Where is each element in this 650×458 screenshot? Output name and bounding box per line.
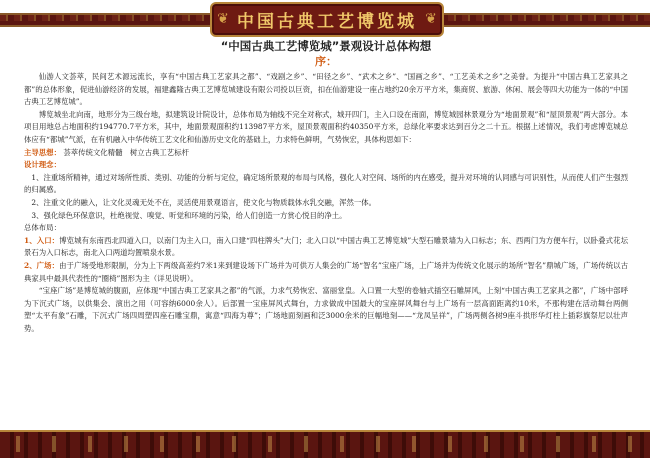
square-detail-paragraph: “宝座广场”是博览城的腹面，应体现“中国古典工艺家具之都”的气派，力求气势恢宏、富丽堂皇。入口置一大型的卷轴式插空石雕屏风，上刻“中国古典工艺家具之都”，广场中部呼为下沉式广场，以供集会、演出之用（可容纳6000余人）。后部置一宝座屏风式舞台，力求做成中国最大的宝座屏风舞台与上广场有一层高面距离约10米，不那构建在活动舞台两侧塑“太平有象”石雕，下沉式广场四周塑四座石雕宝鼎，寓意“四海为尊”；广场地面刻画和泛3000余米的巨幅地刻——“龙凤呈祥”，广场两侧各树9座斗拱形华灯柱上插彩旗祭尼以壮声势。: [24, 286, 628, 333]
square-paragraph: [24, 260, 628, 285]
principle-item-1: 1、注重场所精神，通过对场所性质、类别、功能的分析与定位，确定场所景观的布局与风格，强化人对空间、场所的内在感受，提升对环境的认同感与可识别性，从而使人们产生强烈的归属感。: [24, 172, 628, 195]
entrance-label: 1、入口：: [24, 235, 60, 245]
title-banner: [210, 2, 444, 37]
footer-decor-pattern: [0, 436, 650, 452]
theme-label: 主导思想：: [24, 147, 61, 157]
scroll-ornament-icon: ❦: [425, 11, 437, 27]
design-principle-label: 设计理念：: [24, 160, 61, 170]
principle-item-3: 3、强化绿色环保意识，杜绝视觉、嗅觉、听觉和环境的污染，给人们创造一方赏心悦目的净土。: [31, 210, 347, 220]
entrance-paragraph: [24, 235, 628, 260]
entrance-text: 博览城有东南西北四道入口，以南门为主入口，南入口建“四柱牌头”大门；北入口以“中国古典工艺博览城”大型石雕景墙为入口标志；东、西两门为方便车行，以卧叠式花坛景石为入口标志，南北入口两道均置喷泉水景。: [24, 235, 628, 258]
preface-heading: 序：: [315, 55, 337, 68]
square-text: 由于广场受地形限制，分为上下两级高差约7米1来到建设场下广场并为可供万人集会的广场“智名”宝座广场，上广场并为传统文化展示的场所“智名”鼎城广场，广场传统以古典家具中最具代表性的“圈椅”图形为主（详见说明）。: [24, 260, 628, 283]
document-body: [24, 38, 628, 428]
layout-heading: 总体布局：: [24, 223, 61, 233]
footer-band: [0, 430, 650, 458]
theme-line: [24, 147, 628, 160]
banner-title: 中国古典工艺博览城: [237, 12, 417, 32]
square-label: 2、广场：: [24, 260, 60, 270]
theme-text: 荟萃传统文化精髓 树立古典工艺标杆: [63, 147, 189, 157]
design-principle-line: [24, 159, 628, 172]
document-title: “中国古典工艺博览城”景观设计总体构想: [220, 39, 432, 53]
principle-item-2: 2、注重文化的融入，让文化灵魂无处不在，灵活使用景观语言，使文化与物质载体水乳交融，浑然一体。: [31, 197, 377, 207]
scroll-ornament-icon: ❦: [217, 11, 229, 27]
preface-paragraph-2: 博览城坐北向南，地形分为三级台地，拟建筑设计院设计，总体布局为轴线不完全对称式，城开四门，主入口设在南面，博览城园林景观分为“地面景观”和“屋顶景观”两大部分。本项目用地总占地面积约194770.7平方米，其中，地面景观面积约113987平方米，屋顶景观面积约40350平方米，总绿化率要求达到百分之二十五。根据上述情况，我们考虑博览城总体应有“都城”气派，在有机融入中华传统工艺文化和仙游历史文化的基础上，力求特色鲜明，气势恢宏，具体构思如下：: [24, 109, 628, 144]
preface-paragraph-1: 仙游人文荟萃，民间艺术源远流长，享有“中国古典工艺家具之都”、“戏剧之乡”、“田径之乡”、“武术之乡”、“国画之乡”、“工艺美术之乡”之美誉。为提升“中国古典工艺家具之都”的总体形象，促进仙游经济的发展，福建鑫隆古典工艺博览城建设有限公司投以巨资，扣在仙游建设一座占地约20余万平方米，集商贸、旅游、休闲、展会等四大功能为一体的“中国古典工艺博览城”。: [24, 72, 628, 107]
header-band: [0, 0, 650, 34]
